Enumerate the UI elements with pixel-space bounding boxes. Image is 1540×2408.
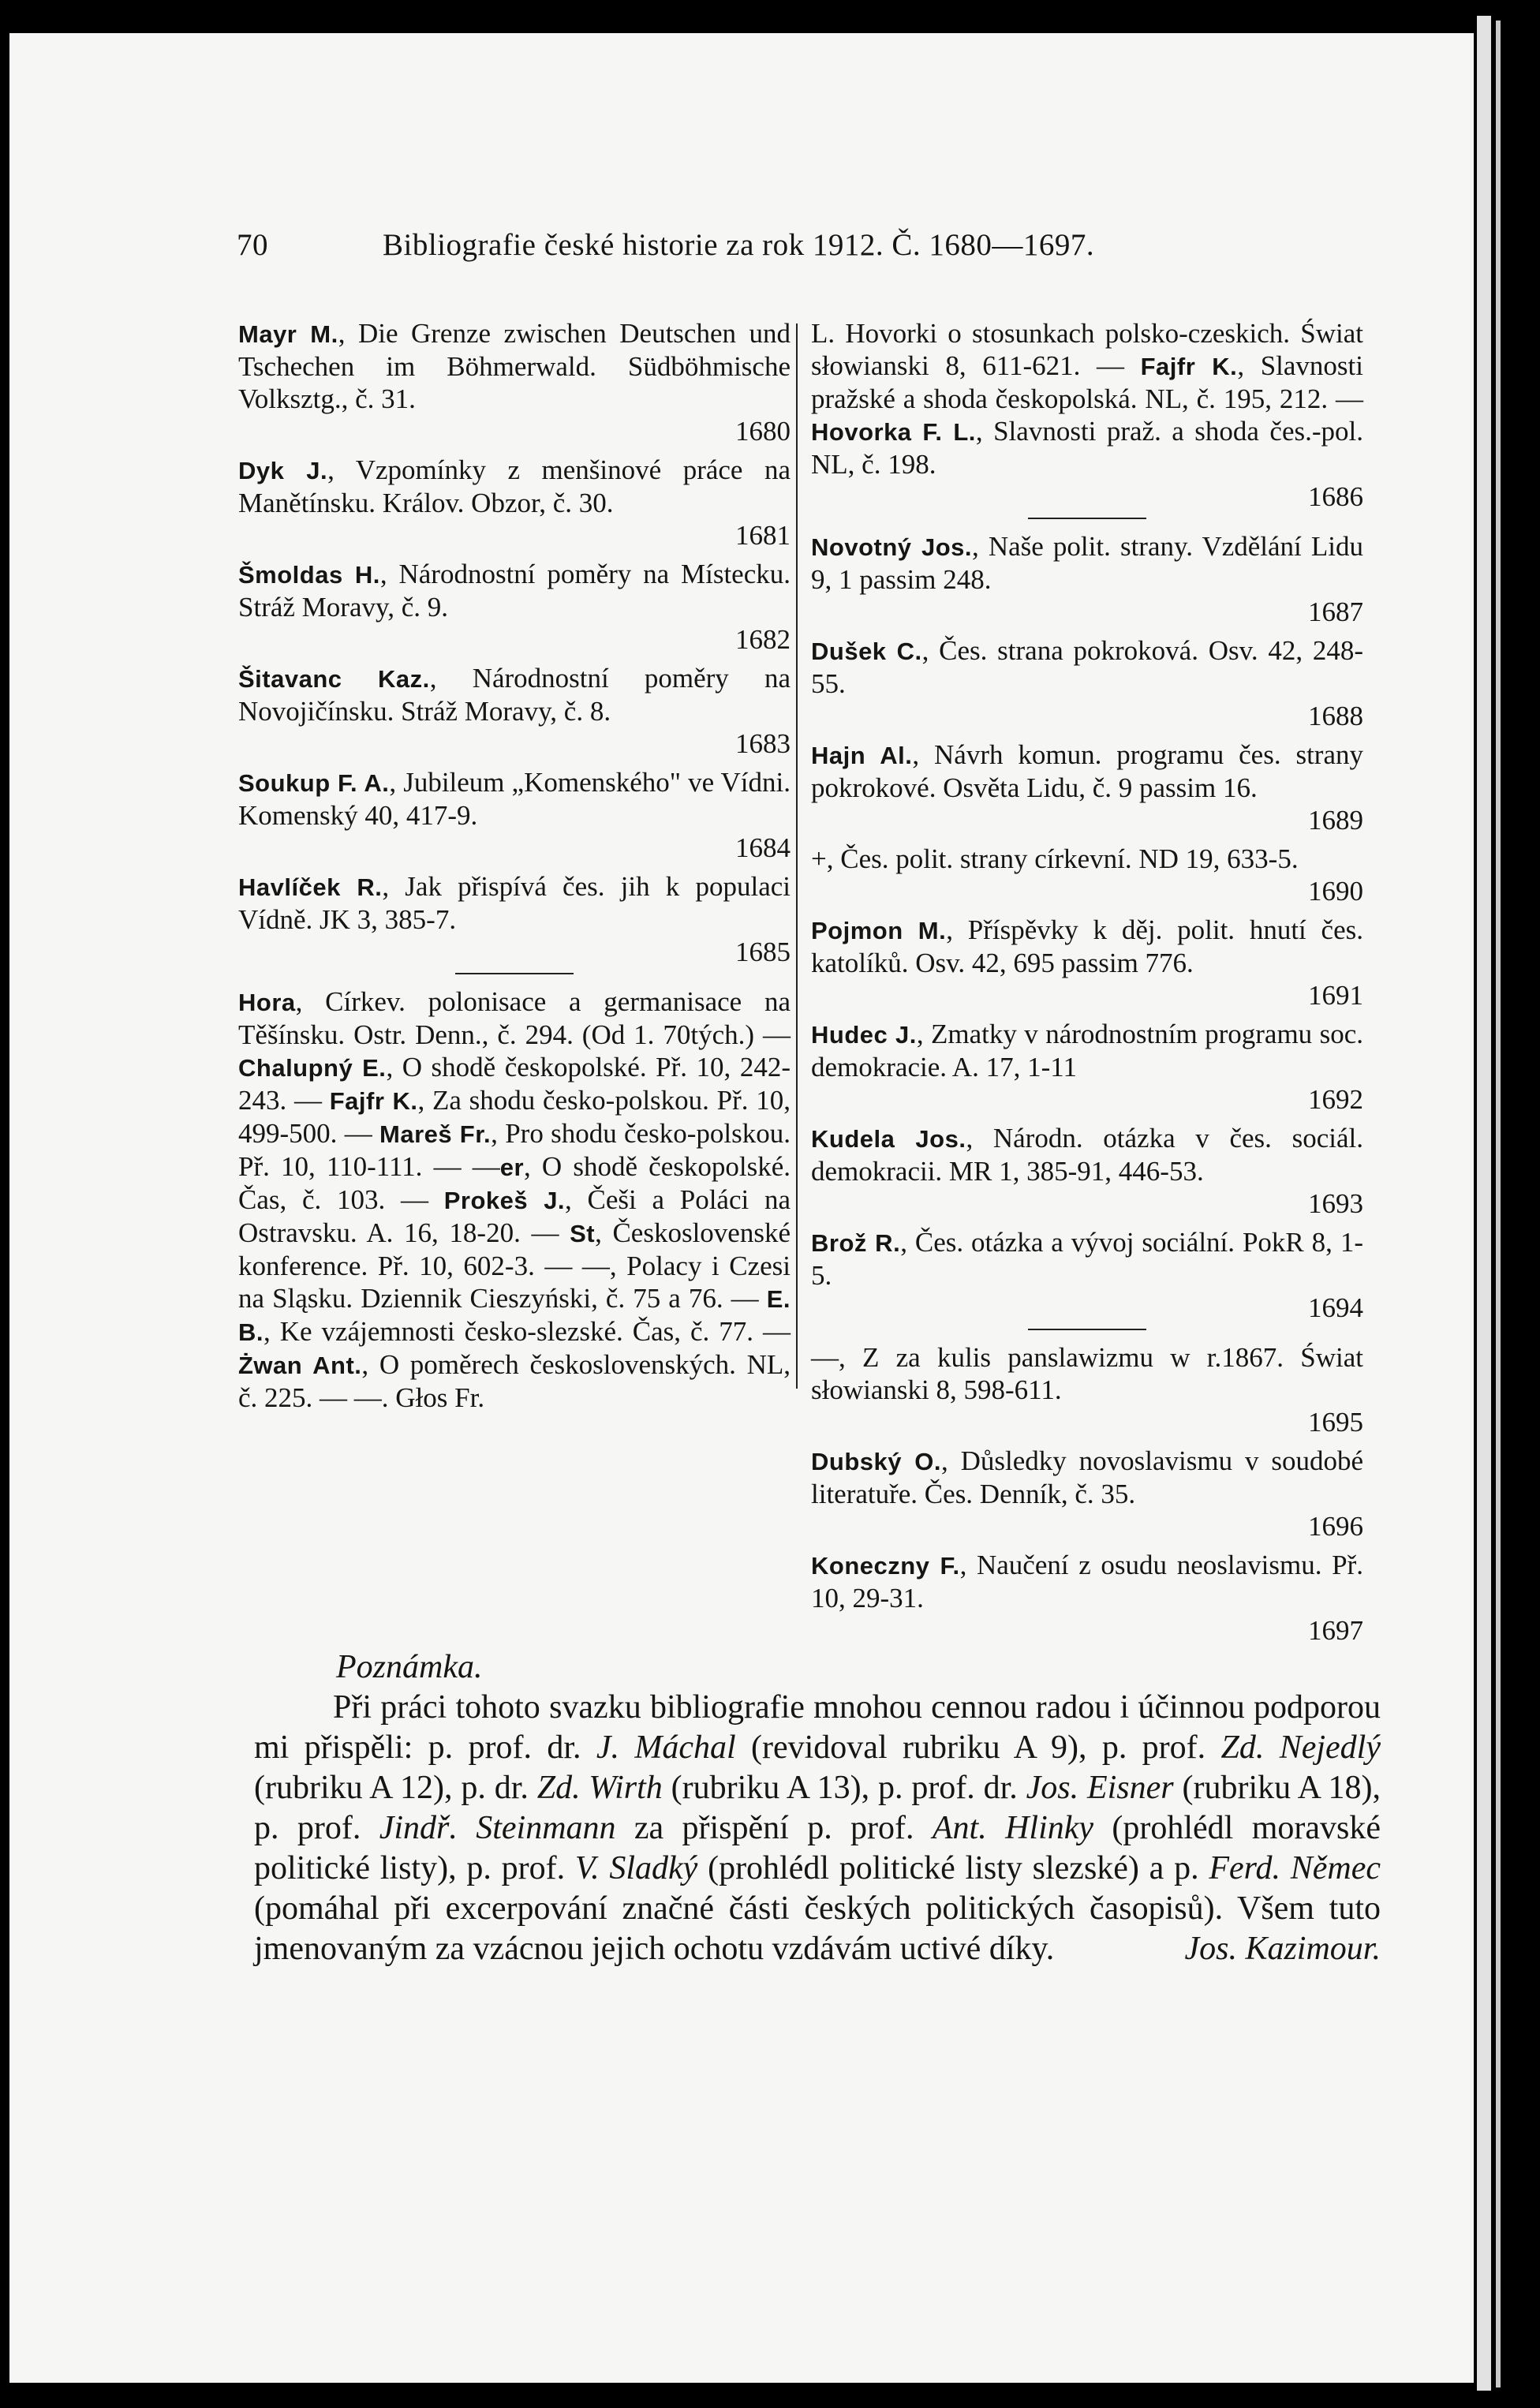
note-text: (prohlédl politické listy slezské) a p. xyxy=(697,1850,1209,1886)
entry-gap xyxy=(811,732,1363,738)
note-person-name: J. Máchal xyxy=(596,1729,736,1766)
entry-number: 1682 xyxy=(735,624,791,655)
page-number: 70 xyxy=(237,228,268,262)
entry-text: , Jubileum „Komenského" ve Vídni. Komenský 40, 417-9. xyxy=(238,767,791,831)
bibliography-entry xyxy=(811,634,1363,732)
bibliography-entry xyxy=(811,1122,1363,1220)
entry-text: , Slavnosti praž. a shoda čes.-pol. NL, č. 198. xyxy=(811,416,1363,480)
bibliography-entry xyxy=(238,454,791,552)
entry-author: Mareš Fr. xyxy=(379,1120,492,1148)
entry-author: Fajfr K. xyxy=(1140,353,1238,380)
bibliography-entry xyxy=(811,1018,1363,1116)
entry-text: , Naučení z osudu neoslavismu. Př. 10, 29-31. xyxy=(811,1550,1363,1613)
bibliography-entry xyxy=(238,870,791,968)
entry-number: 1693 xyxy=(1308,1188,1363,1219)
entry-text: , O poměrech československých. NL, č. 225. — —. Głos Fr. xyxy=(238,1349,791,1413)
entry-text: , Příspěvky k děj. polit. hnutí čes. katolíků. Osv. 42, 695 passim 776. xyxy=(811,914,1363,978)
entry-gap xyxy=(811,1438,1363,1445)
entry-author: er xyxy=(499,1154,525,1181)
entry-text: , Slavnosti pražské a shoda českopolská. NL, č. 195, 212. — xyxy=(811,350,1363,414)
bibliography-entry xyxy=(238,662,791,760)
entry-number: 1694 xyxy=(1308,1292,1363,1323)
note-body xyxy=(254,1688,1381,1969)
entry-text: , Ke vzájemnosti česko-slezské. Čas, č. 77. — xyxy=(264,1316,791,1347)
entry-text: , Za shodu česko-polskou. Př. 10, 499-500. — xyxy=(238,1085,791,1149)
entry-author: Soukup F. A. xyxy=(238,769,390,797)
entry-gap xyxy=(238,656,791,662)
bibliography-entry xyxy=(811,914,1363,1011)
note-person-name: Zd. Wirth xyxy=(536,1770,663,1806)
entry-text: , Národn. otázka v čes. sociál. demokracii. MR 1, 385-91, 446-53. xyxy=(811,1123,1363,1187)
entry-number: 1683 xyxy=(735,728,791,759)
entry-text: , Církev. polonisace a germanisace na Těšínsku. Ostr. Denn., č. 294. (Od 1. 70tých.) — xyxy=(238,986,791,1050)
bibliography-entry xyxy=(811,530,1363,628)
bibliography-entry xyxy=(811,1226,1363,1324)
note-text: (rubriku A 18), p. prof. xyxy=(254,1770,1381,1846)
entry-author: Hovorka F. L. xyxy=(811,418,976,446)
page-edge xyxy=(1477,16,1491,2391)
entry-text: , Československé konference. Př. 10, 602-3. — —, Polacy i Czesi na Sląsku. Dziennik Cieszyński, č. 75 a 76. — xyxy=(238,1217,791,1314)
entry-number: 1690 xyxy=(1308,876,1363,907)
right-column xyxy=(811,317,1363,1647)
entry-text: +, Čes. polit. strany církevní. ND 19, 633-5. xyxy=(811,843,1299,874)
entry-number: 1691 xyxy=(1308,980,1363,1011)
note-person-name: Jos. Eisner xyxy=(1026,1770,1174,1806)
entry-text: L. Hovorki o stosunkach polsko-czeskich. Świat słowianski 8, 611-621. — xyxy=(811,318,1363,381)
entry-gap xyxy=(811,1011,1363,1018)
entry-gap xyxy=(238,864,791,870)
entry-gap xyxy=(238,552,791,558)
entry-number: 1697 xyxy=(1308,1615,1363,1646)
entry-text: , O shodě českopolské. Př. 10, 242-243. — xyxy=(238,1052,791,1116)
note-person-name: Ant. Hlinky xyxy=(932,1810,1094,1846)
entry-author: St xyxy=(570,1220,596,1247)
note-text: (prohlédl moravské politické listy), p. prof. xyxy=(254,1810,1381,1886)
section-rule xyxy=(1028,1329,1146,1330)
entry-text: , Návrh komun. programu čes. strany pokrokové. Osvěta Lidu, č. 9 passim 16. xyxy=(811,739,1363,803)
entry-text: , Češi a Poláci na Ostravsku. A. 16, 18-20. — xyxy=(238,1184,791,1248)
entry-number: 1686 xyxy=(1308,481,1363,512)
note-text: (revidoval rubriku A 9), p. prof. xyxy=(735,1729,1221,1766)
note-text: (rubriku A 13), p. prof. dr. xyxy=(662,1770,1026,1806)
entry-author: Kudela Jos. xyxy=(811,1125,966,1153)
entry-gap xyxy=(811,1116,1363,1122)
entry-author: Hajn Al. xyxy=(811,742,913,769)
entry-gap xyxy=(811,836,1363,843)
page-edge-shadow xyxy=(1496,21,1501,2387)
entry-author: Novotný Jos. xyxy=(811,533,972,561)
right-entries-2 xyxy=(811,1341,1363,1647)
entry-author: Chalupný E. xyxy=(238,1054,387,1082)
header-title: Bibliografie české historie za rok 1912. Č. 1680—1697. xyxy=(383,228,1095,262)
entry-text: , Zmatky v národnostním programu soc. demokracie. A. 17, 1-11 xyxy=(811,1019,1363,1082)
entry-author: Brož R. xyxy=(811,1229,901,1257)
entry-gap xyxy=(811,1542,1363,1549)
running-header xyxy=(237,227,1373,275)
entry-author: Fajfr K. xyxy=(329,1087,418,1115)
entry-text: , Pro shodu česko-polskou. Př. 10, 110-111. — — xyxy=(238,1118,791,1182)
bibliography-entry xyxy=(811,1445,1363,1542)
bibliography-entry xyxy=(811,1341,1363,1438)
entry-number: 1692 xyxy=(1308,1084,1363,1115)
entry-text: , Národnostní poměry na Místecku. Stráž Moravy, č. 9. xyxy=(238,559,791,623)
bibliography-entry-collective xyxy=(238,985,791,1414)
entry-author: Hudec J. xyxy=(811,1021,917,1049)
entry-number: 1684 xyxy=(735,832,791,863)
bibliography-entry xyxy=(238,317,791,447)
entry-gap xyxy=(238,760,791,766)
entry-number: 1696 xyxy=(1308,1511,1363,1542)
bibliography-entry-continuation xyxy=(811,317,1363,513)
note-text: (rubriku A 12), p. dr. xyxy=(254,1770,537,1806)
left-column xyxy=(238,317,791,1414)
entry-gap xyxy=(238,447,791,454)
entry-author: Prokeš J. xyxy=(443,1187,566,1214)
entry-number: 1685 xyxy=(735,937,791,967)
entry-author: Pojmon M. xyxy=(811,917,947,944)
note-text: (pomáhal při excerpování značné části českých politických časopisů). Všem tuto jmenovaným za vzácnou jejich ochotu vzdávám uctivé díky. xyxy=(254,1890,1381,1967)
entry-number: 1680 xyxy=(735,416,791,447)
left-entries xyxy=(238,317,791,968)
entry-author: Hora xyxy=(238,989,296,1016)
bibliography-entry xyxy=(811,843,1363,907)
entry-gap xyxy=(811,628,1363,634)
entry-number: 1688 xyxy=(1308,701,1363,731)
note-title: Poznámka. xyxy=(336,1649,483,1685)
section-rule xyxy=(455,973,574,974)
entry-text: , O shodě českopolské. Čas, č. 103. — xyxy=(238,1151,791,1215)
entry-number: 1689 xyxy=(1308,805,1363,836)
entry-author: Mayr M. xyxy=(238,320,338,348)
entry-text: , Čes. otázka a vývoj sociální. PokR 8, 1-5. xyxy=(811,1227,1364,1291)
entry-text: , Čes. strana pokroková. Osv. 42, 248-55. xyxy=(811,635,1363,699)
entry-number: 1687 xyxy=(1308,596,1363,627)
right-entries xyxy=(811,530,1363,1324)
entry-author: Havlíček R. xyxy=(238,873,383,901)
entry-author: Koneczny F. xyxy=(811,1552,960,1580)
note-person-name: Jindř. Steinmann xyxy=(379,1810,616,1846)
entry-gap xyxy=(811,1220,1363,1226)
entry-author: E. B. xyxy=(238,1285,791,1346)
column-divider xyxy=(796,323,798,1389)
entry-gap xyxy=(811,907,1363,914)
entry-text: , Die Grenze zwischen Deutschen und Tschechen im Böhmerwald. Südböhmische Volksztg., č. 31. xyxy=(238,318,791,414)
entry-author: Dušek C. xyxy=(811,638,922,665)
note-text: za přispění p. prof. xyxy=(615,1810,933,1846)
note-signature: Jos. Kazimour. xyxy=(1184,1931,1381,1967)
entry-author: Šitavanc Kaz. xyxy=(238,665,430,693)
note-person-name: V. Sladký xyxy=(574,1850,698,1886)
section-rule xyxy=(1028,518,1146,519)
note-person-name: Zd. Nejedlý xyxy=(1220,1729,1381,1766)
bibliography-entry xyxy=(811,738,1363,836)
entry-author: Dubský O. xyxy=(811,1448,941,1475)
entry-text: , Naše polit. strany. Vzdělání Lidu 9, 1 passim 248. xyxy=(811,531,1363,595)
entry-author: Dyk J. xyxy=(238,457,328,484)
entry-text: , Důsledky novoslavismu v soudobé literatuře. Čes. Denník, č. 35. xyxy=(811,1445,1363,1509)
bibliography-entry xyxy=(238,558,791,656)
entry-author: Šmoldas H. xyxy=(238,561,380,589)
note-text: Při práci tohoto svazku bibliografie mnohou cennou radou i účinnou podporou mi přispěli: p. prof. dr. xyxy=(254,1689,1381,1766)
entry-text: , Jak přispívá čes. jih k populaci Vídně. JK 3, 385-7. xyxy=(238,871,791,935)
entry-text: , Národnostní poměry na Novojičínsku. Stráž Moravy, č. 8. xyxy=(238,663,791,727)
entry-author: Żwan Ant. xyxy=(238,1352,362,1379)
bibliography-entry xyxy=(238,766,791,864)
entry-text: , Vzpomínky z menšinové práce na Manětínsku. Králov. Obzor, č. 30. xyxy=(238,454,791,518)
note-person-name: Ferd. Němec xyxy=(1209,1850,1381,1886)
bibliography-entry xyxy=(811,1549,1363,1647)
entry-number: 1681 xyxy=(735,520,791,551)
editor-note xyxy=(254,1647,1381,1969)
entry-text: —, Z za kulis panslawizmu w r.1867. Świat słowianski 8, 598-611. xyxy=(811,1342,1363,1405)
entry-number: 1695 xyxy=(1308,1407,1363,1438)
